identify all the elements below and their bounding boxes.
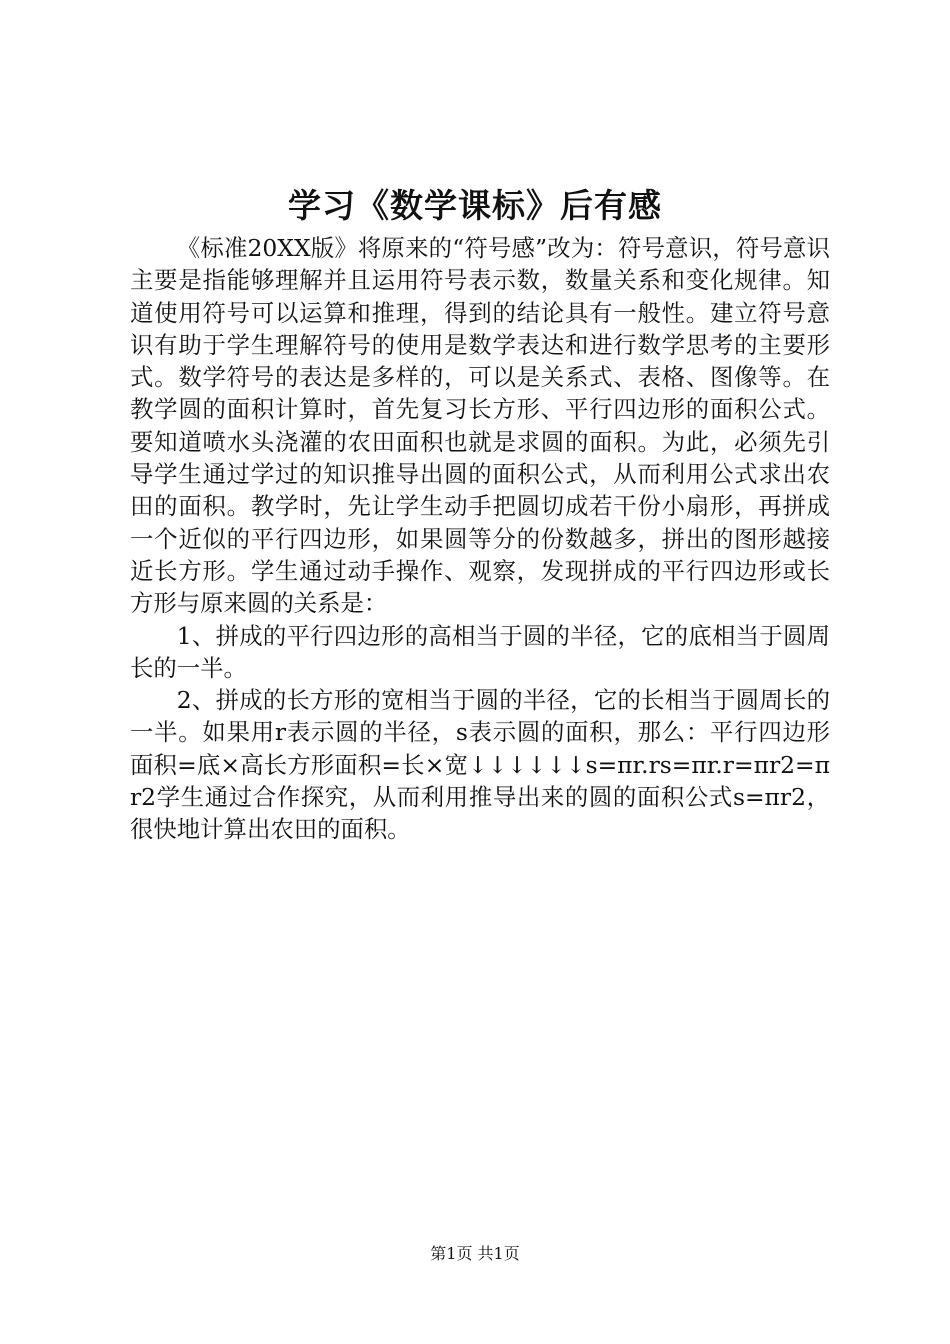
document-body — [130, 232, 830, 846]
page-title: 学习《数学课标》后有感 — [288, 186, 662, 225]
paragraph-point-1: 1、拼成的平行四边形的高相当于圆的半径，它的底相当于圆周长的一半。 — [130, 621, 830, 682]
page-footer: 第1页 共1页 — [430, 1244, 520, 1263]
paragraph-point-2: 2、拼成的长方形的宽相当于圆的半径，它的长相当于圆周长的一半。如果用r表示圆的半径，s表示圆的面积，那么：平行四边形面积=底×高长方形面积=长×宽↓↓↓↓↓↓s=πr.rs=πr.r=πr2=πr2学生通过合作探究，从而利用推导出来的圆的面积公式s=πr2，很快地计算出农田的面积。 — [130, 686, 830, 844]
paragraph-symbol-sense: 《标准20XX版》将原来的“符号感”改为：符号意识，符号意识主要是指能够理解并且运用符号表示数，数量关系和变化规律。知道使用符号可以运算和推理，得到的结论具有一般性。建立符号意识有助于学生理解符号的使用是数学表达和进行数学思考的主要形式。数学符号的表达是多样的，可以是关系式、表格、图像等。在教学圆的面积计算时，首先复习长方形、平行四边形的面积公式。要知道喷水头浇灌的农田面积也就是求圆的面积。为此，必须先引导学生通过学过的知识推导出圆的面积公式，从而利用公式求出农田的面积。教学时，先让学生动手把圆切成若干份小扇形，再拼成一个近似的平行四边形，如果圆等分的份数越多，拼出的图形越接近长方形。学生通过动手操作、观察，发现拼成的平行四边形或长方形与原来圆的关系是： — [130, 234, 830, 618]
